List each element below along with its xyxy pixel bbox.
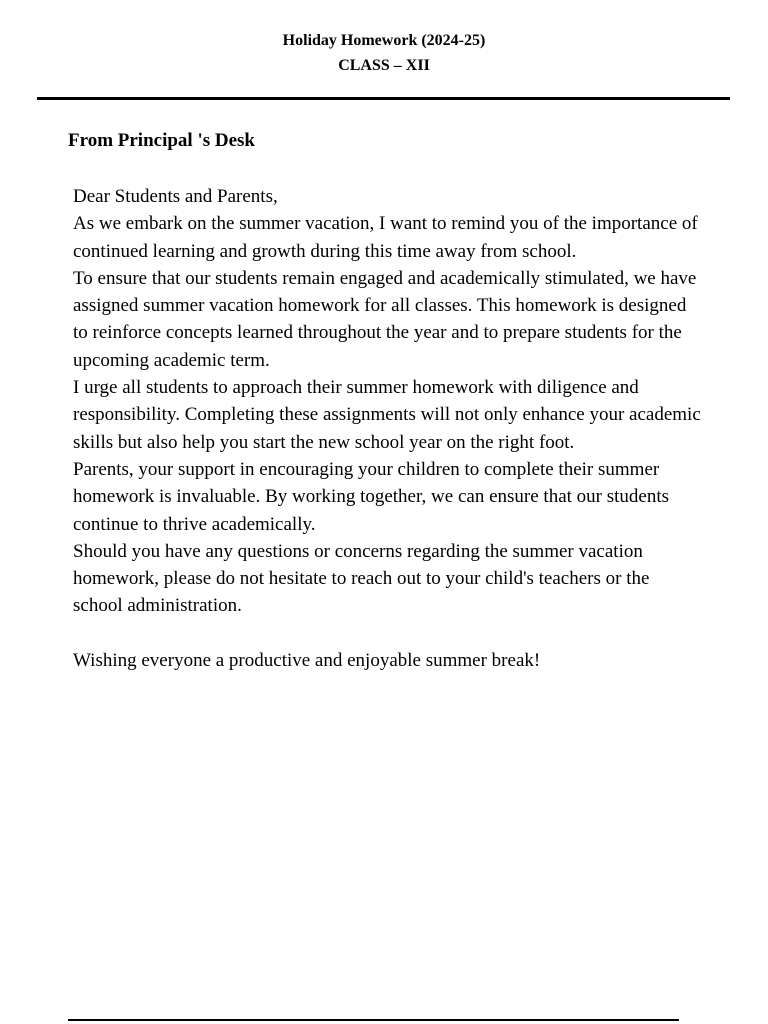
letter-line: To ensure that our students remain engaged and academically stimulated, we have bbox=[73, 267, 697, 289]
letter-closing: Wishing everyone a productive and enjoyable summer break! bbox=[73, 650, 541, 672]
letter-line: school administration. bbox=[73, 595, 242, 617]
class-label: CLASS – XII bbox=[338, 57, 430, 74]
letter-line: homework is invaluable. By working together, we can ensure that our students bbox=[73, 486, 670, 508]
letter-salutation: Dear Students and Parents, bbox=[73, 186, 278, 207]
letter-line: to reinforce concepts learned throughout the year and to prepare students for the bbox=[73, 322, 682, 344]
letter-line: continue to thrive academically. bbox=[73, 513, 316, 535]
letter-line: upcoming academic term. bbox=[73, 349, 270, 371]
document-header bbox=[0, 28, 768, 78]
letter-line: Should you have any questions or concerns regarding the summer vacation bbox=[73, 540, 643, 562]
header-divider bbox=[37, 97, 730, 100]
letter-line: responsibility. Completing these assignments will not only enhance your academic bbox=[73, 404, 701, 426]
footer-divider bbox=[68, 1019, 679, 1021]
document-title: Holiday Homework (2024-25) bbox=[282, 32, 486, 49]
letter-line: As we embark on the summer vacation, I want to remind you of the importance of bbox=[73, 213, 698, 235]
letter-line: I urge all students to approach their summer homework with diligence and bbox=[73, 377, 639, 399]
letter-line: assigned summer vacation homework for all classes. This homework is designed bbox=[73, 295, 687, 317]
paragraph-gap bbox=[73, 620, 745, 647]
letter-line: continued learning and growth during this time away from school. bbox=[73, 240, 577, 262]
section-heading: From Principal 's Desk bbox=[68, 130, 256, 151]
principal-letter bbox=[73, 183, 745, 674]
letter-line: skills but also help you start the new school year on the right foot. bbox=[73, 431, 575, 453]
letter-line: homework, please do not hesitate to reach out to your child's teachers or the bbox=[73, 568, 650, 590]
letter-line: Parents, your support in encouraging your children to complete their summer bbox=[73, 458, 660, 480]
